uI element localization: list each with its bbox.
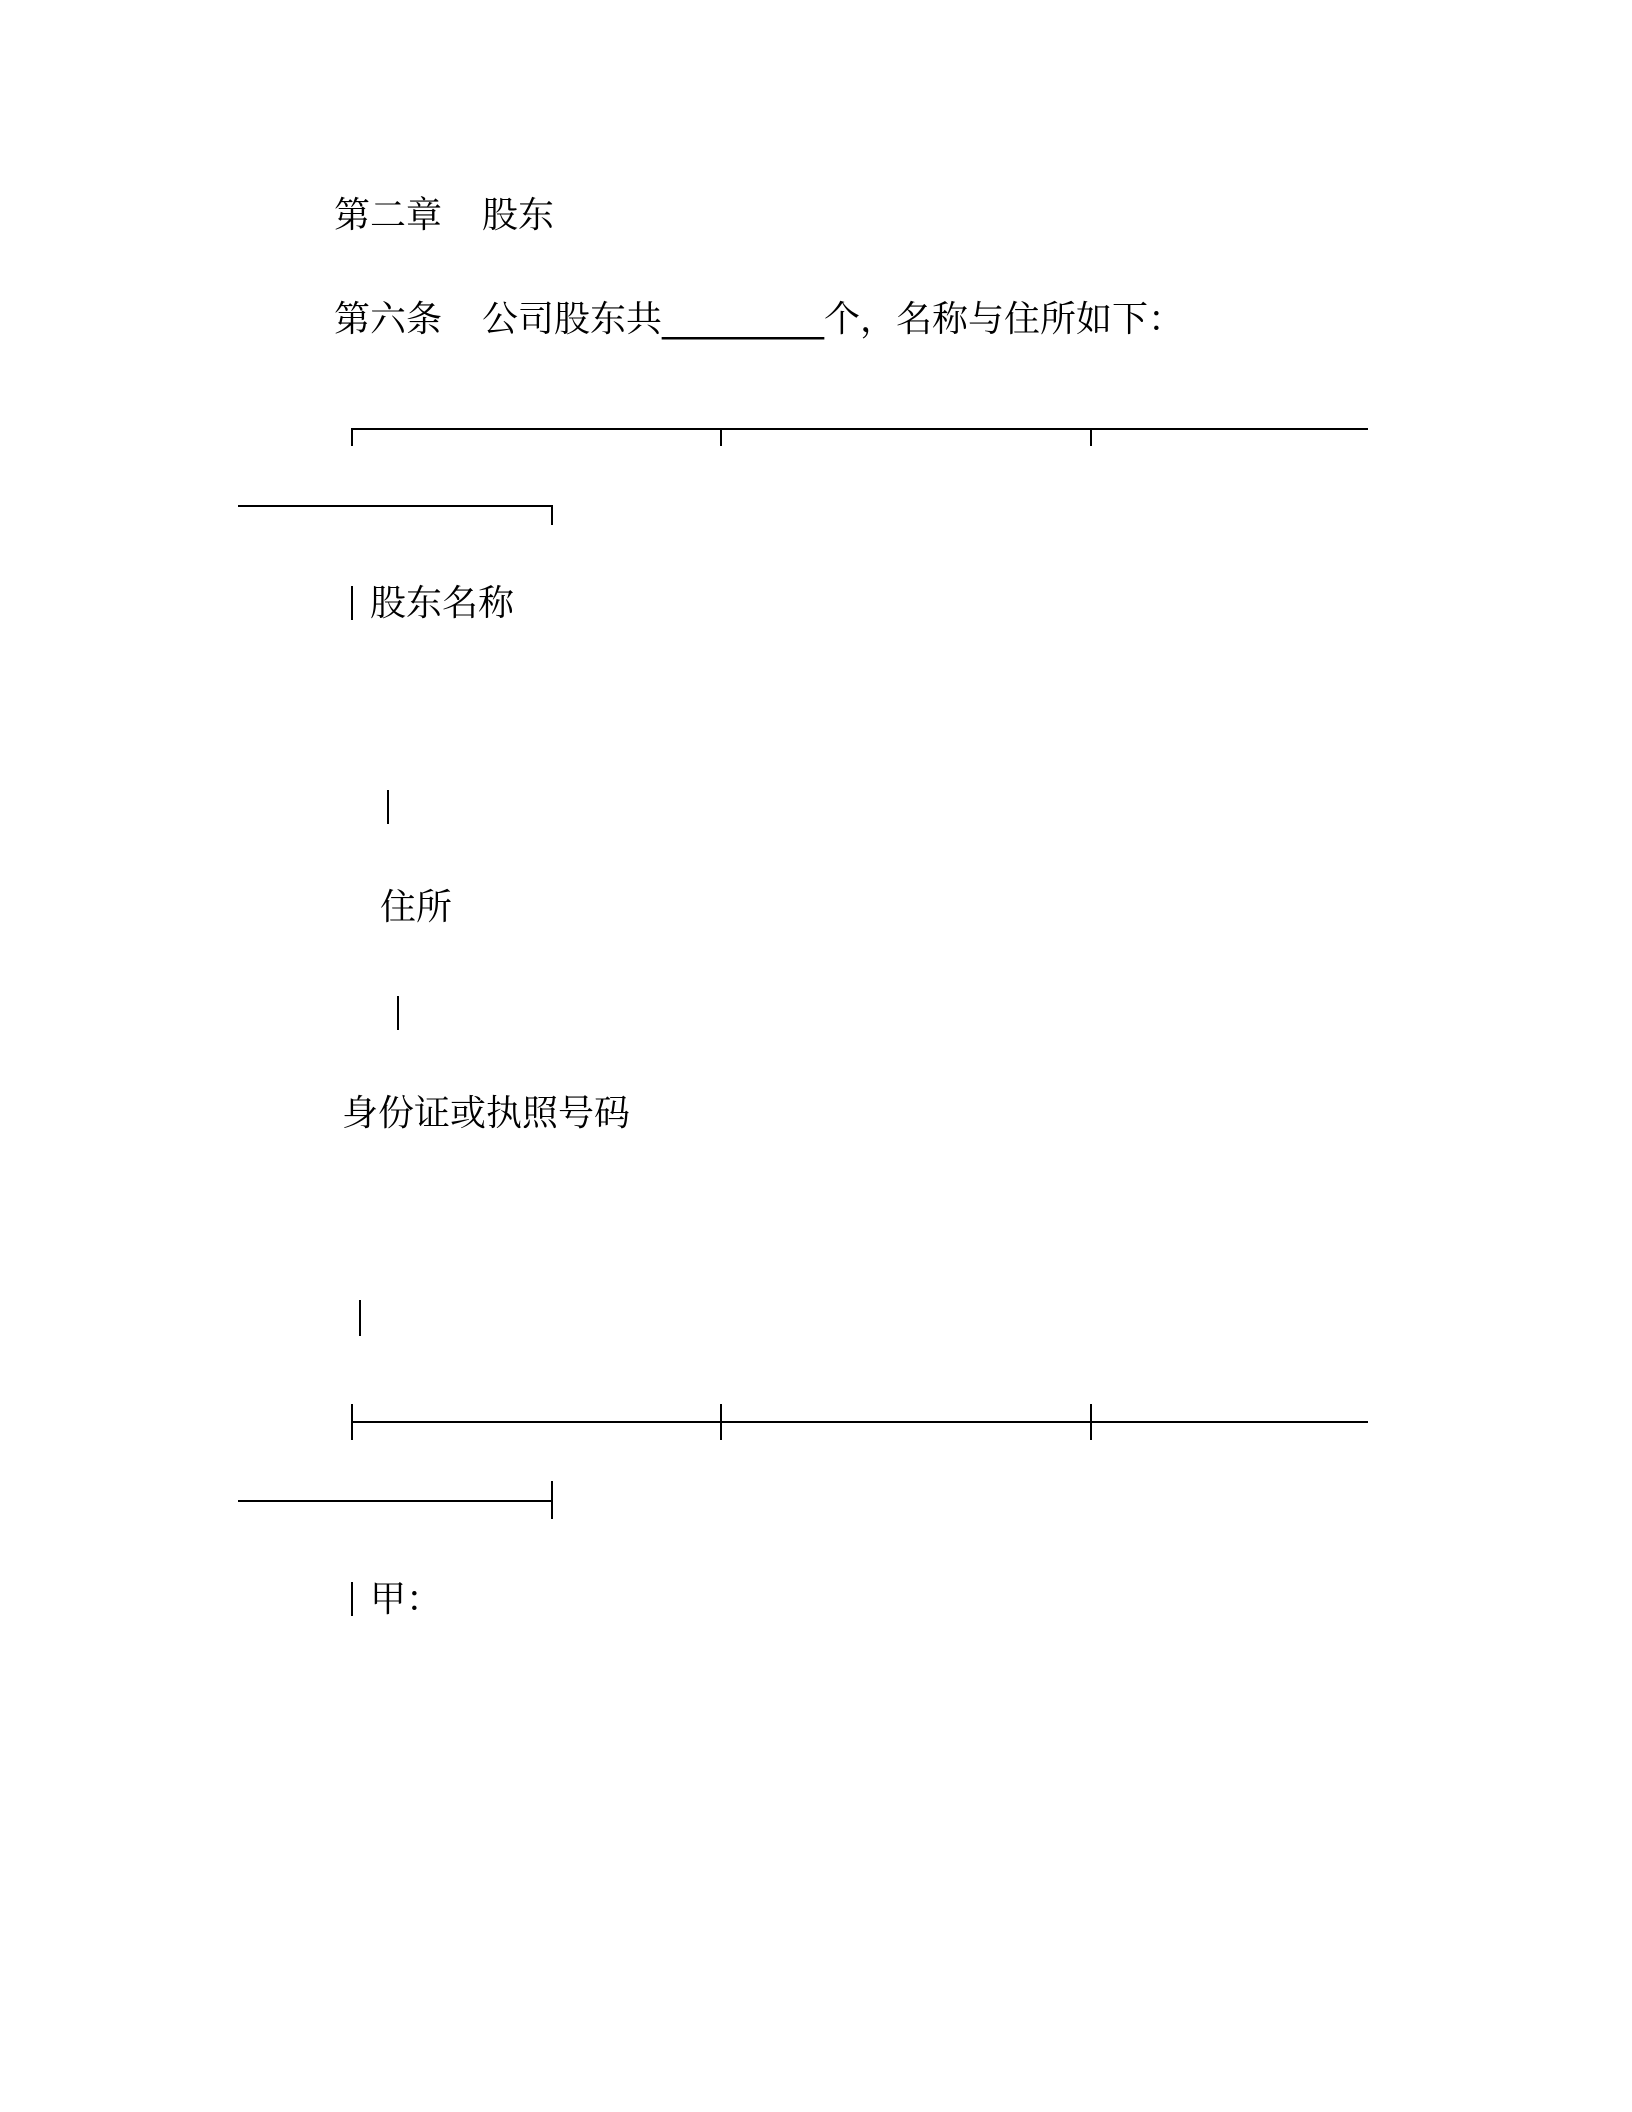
table-top-corner-right bbox=[551, 505, 553, 525]
header-row-border-continued bbox=[238, 1500, 552, 1502]
header-row-border bbox=[352, 1421, 1368, 1423]
article-text-before: 公司股东共 bbox=[482, 299, 663, 340]
header-row-tick-2 bbox=[720, 1404, 722, 1440]
table-top-border bbox=[352, 428, 1368, 430]
header-cell-divider bbox=[397, 996, 399, 1030]
row-cell-divider bbox=[351, 1582, 353, 1616]
table-top-border-continued bbox=[238, 505, 552, 507]
table-top-tick-2 bbox=[720, 428, 722, 446]
header-cell-divider bbox=[359, 1300, 361, 1336]
table-row: 甲： bbox=[370, 1579, 443, 1620]
header-row-tick-3 bbox=[1090, 1404, 1092, 1440]
header-row-corner-right bbox=[551, 1481, 553, 1519]
table-top-tick-3 bbox=[1090, 428, 1092, 446]
header-shareholder-name: 股东名称 bbox=[370, 583, 515, 624]
table-top-tick-1 bbox=[351, 428, 353, 446]
header-cell-divider bbox=[351, 586, 353, 620]
header-row-tick-1 bbox=[351, 1404, 353, 1440]
article-six bbox=[334, 298, 1184, 342]
article-text-after: 个，名称与住所如下： bbox=[824, 299, 1185, 340]
shareholder-count-blank: _________ bbox=[662, 299, 825, 340]
chapter-title: 股东 bbox=[482, 195, 555, 236]
header-id-number: 身份证或执照号码 bbox=[342, 1093, 631, 1134]
header-address: 住所 bbox=[380, 887, 453, 928]
header-cell-divider bbox=[387, 790, 389, 824]
article-number: 第六条 bbox=[334, 299, 443, 340]
chapter-number: 第二章 bbox=[334, 195, 443, 236]
chapter-heading bbox=[334, 194, 554, 238]
